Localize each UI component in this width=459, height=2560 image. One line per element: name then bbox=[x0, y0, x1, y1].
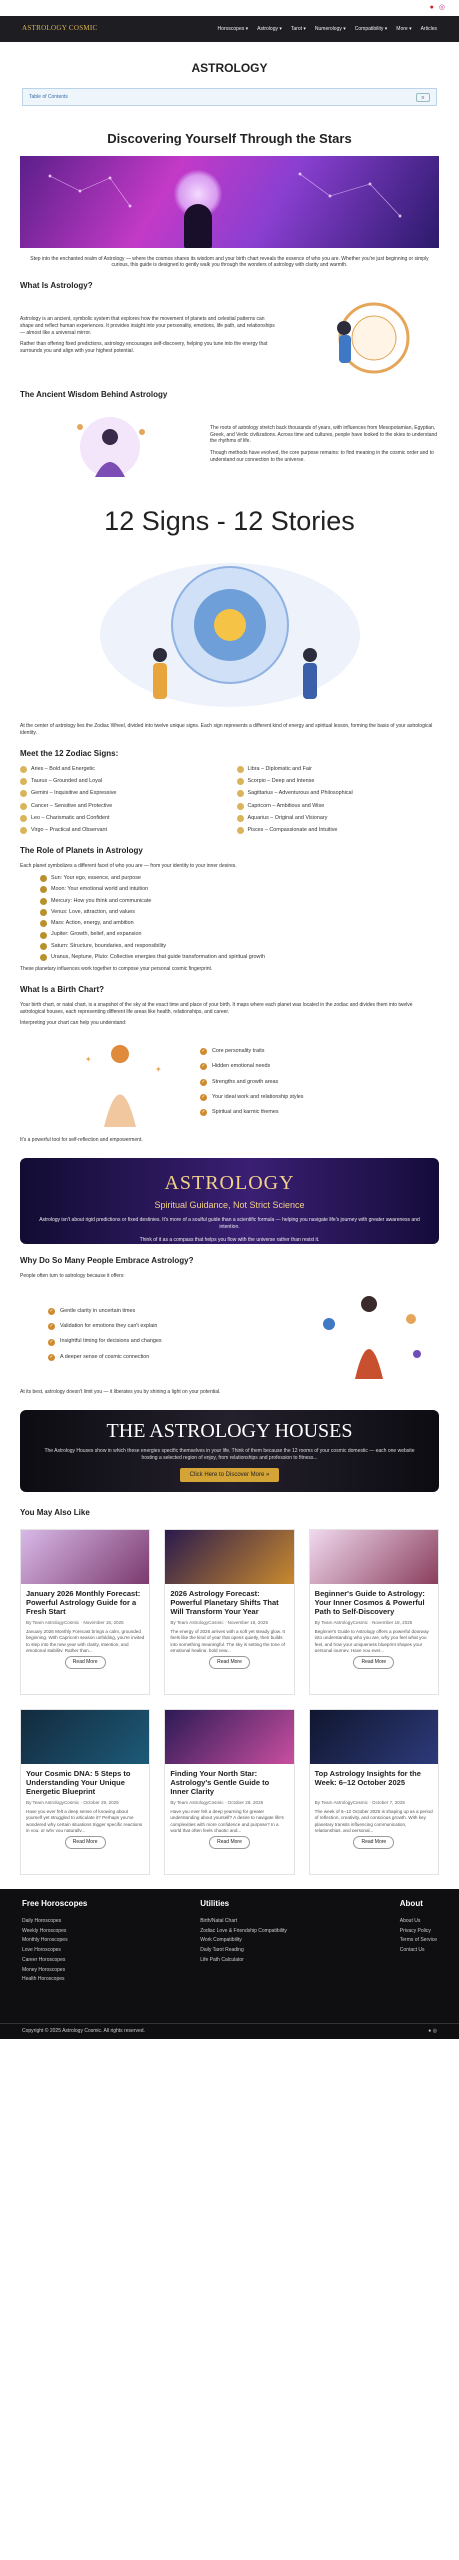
section-heading-what-is-astrology: What Is Astrology? bbox=[20, 281, 93, 291]
post-excerpt: Have you ever felt a deep sense of knowing about yourself yet struggled to articulate it? Perhaps you've wondered why certain situations trigger specific reactions in you, or why you naturally... bbox=[26, 1809, 143, 1833]
post-byline: By Team AstrologyCosmic · November 18, 2025 bbox=[170, 1620, 269, 1625]
footer-link[interactable]: Contact Us bbox=[399, 1947, 425, 1954]
moon-icon bbox=[40, 886, 47, 893]
why-section bbox=[48, 1284, 439, 1384]
man-planets-illustration bbox=[299, 1284, 439, 1384]
cancer-icon bbox=[20, 803, 27, 810]
post-byline: By Team AstrologyCosmic · October 7, 2025 bbox=[314, 1800, 405, 1805]
discover-more-button[interactable]: Click Here to Discover More » bbox=[180, 1468, 280, 1482]
list-item: ✓ Core personality traits bbox=[201, 1047, 265, 1055]
svg-text:✦: ✦ bbox=[155, 1065, 162, 1075]
nav-item-astrology[interactable]: Astrology ▾ bbox=[257, 25, 282, 32]
check-icon: ✓ bbox=[49, 1338, 54, 1345]
copyright-bar bbox=[0, 2023, 459, 2039]
footer-link[interactable]: Zodiac Love & Friendship Compatibility bbox=[200, 1927, 287, 1934]
related-post-card[interactable] bbox=[20, 1709, 150, 1875]
check-icon: ✓ bbox=[49, 1353, 54, 1360]
banner-text-2: Think of it as a compass that helps you flow with the universe rather than resist it. bbox=[139, 1236, 320, 1243]
post-title[interactable]: January 2026 Monthly Forecast: Powerful Astrology Guide for a Fresh Start bbox=[26, 1589, 141, 1616]
post-byline: By Team AstrologyCosmic · November 18, 2025 bbox=[26, 1620, 124, 1625]
read-more-button[interactable]: Read More bbox=[65, 1656, 106, 1669]
footer-heading: About bbox=[399, 1899, 423, 1908]
birth-chart-checklist bbox=[200, 1040, 439, 1124]
social-bar bbox=[0, 0, 459, 16]
birth-outro: It's a powerful tool for self-reflection and empowerment. bbox=[20, 1137, 143, 1144]
list-item: ✓ Hidden emotional needs bbox=[201, 1063, 271, 1070]
planet-list bbox=[20, 875, 439, 961]
post-title[interactable]: Top Astrology Insights for the Week: 6–12 October 2025 bbox=[314, 1769, 421, 1787]
what-paragraph-2: Rather than offering fixed predictions, astrology encourages self-discovery, helping you tune into the energy that surrounds you and align with your highest potential. bbox=[20, 341, 268, 355]
list-item: Aries – Bold and Energetic bbox=[20, 766, 223, 773]
houses-text: The Astrology Houses show in which these energies specific themselves in your life. Think of them because the 12 rooms of your cosmic domestic — each one website hosting a selected region of enjoy, from relationships and profession to fitness... bbox=[44, 1448, 415, 1461]
pisces-icon bbox=[237, 827, 244, 834]
list-item: Virgo – Practical and Observant bbox=[20, 827, 223, 834]
footer-link[interactable]: Privacy Policy bbox=[399, 1927, 431, 1934]
ancient-paragraph-1: The roots of astrology stretch back thousands of years, with influences from Mesopotamian, Egyptian, Greek, and Vedic civilizations. Across time and cultures, people have looked to the skies to understand the rhythms of life. bbox=[210, 424, 438, 445]
page-title: ASTROLOGY bbox=[191, 61, 268, 75]
read-more-button[interactable]: Read More bbox=[209, 1836, 250, 1849]
planets-outro: These planetary influences work together to compose your personal cosmic fingerprint. bbox=[20, 966, 213, 973]
zodiac-wheel-illustration bbox=[289, 298, 439, 378]
saturn-icon bbox=[40, 943, 47, 950]
list-item: Saturn: Structure, boundaries, and responsibility bbox=[40, 943, 439, 950]
main-nav bbox=[0, 16, 459, 42]
footer-col-utilities bbox=[200, 1899, 287, 1986]
post-excerpt: The energy of 2026 arrives with a soft yet steady glow. It feels like the kind of year that opens quietly, then builds into something meaningful. The sky is setting the tone of emotional healing, bold new... bbox=[170, 1629, 285, 1653]
list-item: ✓ Gentle clarity in uncertain times bbox=[49, 1307, 136, 1314]
scorpio-icon bbox=[237, 778, 244, 785]
birth-chart-section bbox=[60, 1032, 439, 1132]
section-heading-planets: The Role of Planets in Astrology bbox=[20, 846, 143, 856]
check-icon: ✓ bbox=[49, 1323, 54, 1330]
related-post-card[interactable] bbox=[20, 1529, 150, 1695]
list-item: ✓ Insightful timing for decisions and changes bbox=[49, 1338, 162, 1345]
svg-text:✦: ✦ bbox=[85, 1055, 92, 1065]
footer-col-horoscopes bbox=[22, 1899, 87, 1986]
copyright-text: Copyright © 2025 Astrology Cosmic. All rights reserved. bbox=[22, 2028, 145, 2035]
what-section bbox=[20, 298, 439, 378]
gemini-icon bbox=[20, 790, 27, 797]
venus-icon bbox=[40, 909, 47, 916]
astrology-houses-banner bbox=[20, 1410, 439, 1492]
related-post-card[interactable] bbox=[164, 1709, 294, 1875]
footer-link[interactable]: Daily Tarot Reading bbox=[200, 1947, 244, 1954]
what-paragraph-1: Astrology is an ancient, symbolic system that explores how the movement of planets and celestial patterns can shape and reflect human experiences. It provides insight into your personality, emotions, life path, and relationships — almost like a universal mirror. bbox=[20, 316, 275, 336]
aquarius-icon bbox=[237, 815, 244, 822]
list-item: Leo – Charismatic and Confident bbox=[20, 815, 223, 822]
nav-item-tarot[interactable]: Tarot ▾ bbox=[290, 25, 306, 32]
footer-link[interactable]: Weekly Horoscopes bbox=[22, 1927, 67, 1934]
toc-label: Table of Contents bbox=[29, 93, 68, 100]
hero-heading: Discovering Yourself Through the Stars bbox=[107, 131, 352, 147]
footer-link[interactable]: Birth/Natal Chart bbox=[200, 1917, 238, 1924]
taurus-icon bbox=[20, 778, 27, 785]
post-title[interactable]: Finding Your North Star: Astrology's Gentle Guide to Inner Clarity bbox=[170, 1769, 270, 1796]
related-post-card[interactable] bbox=[309, 1709, 439, 1875]
why-intro: People often turn to astrology because it offers: bbox=[20, 1272, 125, 1279]
nav-item-horoscopes[interactable]: Horoscopes ▾ bbox=[217, 25, 249, 32]
post-byline: By Team AstrologyCosmic · October 28, 2025 bbox=[170, 1800, 264, 1805]
banner-subtitle: Spiritual Guidance, Not Strict Science bbox=[154, 1199, 305, 1210]
sagittarius-icon bbox=[237, 790, 244, 797]
read-more-button[interactable]: Read More bbox=[353, 1836, 394, 1849]
astrologer-illustration bbox=[20, 407, 200, 487]
constellation-graphic bbox=[20, 156, 439, 248]
post-thumbnail[interactable] bbox=[310, 1530, 438, 1584]
post-thumbnail[interactable] bbox=[21, 1710, 149, 1764]
post-byline: By Team AstrologyCosmic · October 29, 2025 bbox=[26, 1800, 119, 1805]
capricorn-icon bbox=[237, 803, 244, 810]
meditating-figure bbox=[184, 204, 212, 248]
footer-link[interactable]: Terms of Service bbox=[399, 1937, 437, 1944]
toc-toggle-button[interactable]: ≡ bbox=[416, 93, 430, 102]
birth-paragraph-1: Your birth chart, or natal chart, is a snapshot of the sky at the exact time and place of your birth. It maps where each planet was located in the zodiac and divides them into twelve astrological houses, each representing different life areas like health, relationships, and career. bbox=[20, 1001, 413, 1015]
nav-item-numerology[interactable]: Numerology ▾ bbox=[314, 25, 346, 32]
signs-stories-title: 12 Signs - 12 Stories bbox=[104, 505, 355, 536]
nav-item-articles[interactable]: Articles bbox=[420, 25, 437, 32]
read-more-button[interactable]: Read More bbox=[65, 1836, 106, 1849]
list-item: Moon: Your emotional world and intuition bbox=[40, 886, 439, 893]
site-footer bbox=[0, 1889, 459, 2039]
list-item: Uranus, Neptune, Pluto: Collective energies that guide transformation and spiritual growth bbox=[40, 954, 439, 961]
hero-banner-image bbox=[20, 156, 439, 248]
pinterest-icon[interactable]: ● bbox=[429, 4, 434, 12]
jupiter-icon bbox=[40, 932, 47, 939]
outer-planets-icon bbox=[40, 954, 47, 961]
aries-icon bbox=[20, 766, 27, 773]
section-heading-related: You May Also Like bbox=[20, 1508, 90, 1518]
list-item: ✓ Spiritual and karmic themes bbox=[201, 1109, 279, 1116]
banner-text: Astrology isn't about rigid predictions or fixed destinies. It's more of a soulful guide than a scientific formula — helping you navigate life's journey with greater awareness and intention. bbox=[39, 1217, 420, 1230]
post-excerpt: Have you ever felt a deep yearning for greater understanding about yourself? A desire to navigate life's complexities with more confidence and purpose? In a world that often feels chaotic and... bbox=[170, 1809, 284, 1833]
post-title[interactable]: Beginner's Guide to Astrology: Your Inner Cosmos & Powerful Path to Self-Discovery bbox=[314, 1589, 425, 1616]
woman-stars-illustration bbox=[60, 1032, 190, 1132]
ancient-paragraph-2: Though methods have evolved, the core purpose remains: to find meaning in the cosmic order and to understand our connection to the universe. bbox=[210, 450, 434, 463]
footer-col-about bbox=[400, 1899, 437, 1986]
list-item: Sun: Your ego, essence, and purpose bbox=[40, 875, 439, 882]
banner-title: ASTROLOGY bbox=[164, 1171, 295, 1194]
related-posts-grid bbox=[20, 1529, 439, 1875]
spiritual-guidance-banner bbox=[20, 1158, 439, 1244]
signs-caption: At the center of astrology lies the Zodiac Wheel, divided into twelve unique signs. Each sign represents a different kind of energy and spiritual lesson, forming the basis of your astrological identity. bbox=[20, 723, 433, 737]
list-item: ✓ Validation for emotions they can't explain bbox=[49, 1323, 158, 1330]
check-icon: ✓ bbox=[201, 1078, 206, 1085]
section-heading-ancient-wisdom: The Ancient Wisdom Behind Astrology bbox=[20, 390, 168, 400]
list-item: Mars: Action, energy, and ambition bbox=[40, 920, 439, 927]
footer-heading: Utilities bbox=[200, 1899, 230, 1908]
hero-intro: Step into the enchanted realm of Astrology — where the cosmos shares its wisdom and your birth chart reveals the essence of who you are. Whether you're just beginning or simply curious, this guide is designed to gently walk you through the wonders of astrology with clarity and warmth. bbox=[30, 255, 429, 269]
post-thumbnail[interactable] bbox=[165, 1710, 293, 1764]
post-thumbnail[interactable] bbox=[165, 1530, 293, 1584]
check-icon: ✓ bbox=[201, 1063, 206, 1070]
list-item: Venus: Love, attraction, and values bbox=[40, 909, 439, 916]
footer-heading: Free Horoscopes bbox=[22, 1899, 88, 1908]
footer-link[interactable]: Career Horoscopes bbox=[22, 1956, 66, 1963]
post-excerpt: January 2026 Monthly Forecast brings a calm, grounded beginning. With Capricorn season unfolding, you're invited to step into the new year with clarity, intention, and emotional stability. Rather than... bbox=[26, 1629, 145, 1653]
ancient-section bbox=[20, 407, 439, 487]
site-logo[interactable]: ASTROLOGY COSMIC bbox=[22, 24, 98, 33]
birth-paragraph-2: Interpreting your chart can help you understand: bbox=[20, 1020, 127, 1027]
list-item: Aquarius – Original and Visionary bbox=[237, 815, 440, 822]
mercury-icon bbox=[40, 898, 47, 905]
footer-link[interactable]: Work Compatibility bbox=[200, 1937, 242, 1944]
post-thumbnail[interactable] bbox=[21, 1530, 149, 1584]
read-more-button[interactable]: Read More bbox=[209, 1656, 250, 1669]
nav-item-more[interactable]: More ▾ bbox=[396, 25, 412, 32]
why-outro: At its best, astrology doesn't limit you — it liberates you by shining a light on your potential. bbox=[20, 1389, 221, 1396]
post-excerpt: The week of 6–12 October 2025 is shaping up as a period of reflection, creativity, and conscious growth. With key planetary transits influencing communication, relationships, and personal... bbox=[314, 1809, 433, 1833]
virgo-icon bbox=[20, 827, 27, 834]
check-icon: ✓ bbox=[49, 1308, 54, 1314]
list-item: Libra – Diplomatic and Fair bbox=[237, 766, 440, 773]
leo-icon bbox=[20, 815, 27, 822]
post-thumbnail[interactable] bbox=[310, 1710, 438, 1764]
libra-icon bbox=[237, 766, 244, 773]
footer-social-icons bbox=[428, 2028, 437, 2035]
planets-intro: Each planet symbolizes a different facet of who you are — from your identity to your inner desires. bbox=[20, 863, 237, 870]
instagram-icon[interactable]: ◎ bbox=[432, 2028, 437, 2035]
zodiac-wheel-people-illustration bbox=[20, 545, 439, 715]
list-item: Mercury: How you think and communicate bbox=[40, 898, 439, 905]
footer-link[interactable]: Life Path Calculator bbox=[200, 1956, 244, 1963]
list-item: Gemini – Inquisitive and Expressive bbox=[20, 790, 223, 797]
list-item: ✓ A deeper sense of cosmic connection bbox=[49, 1353, 150, 1360]
nav-item-compatibility[interactable]: Compatibility ▾ bbox=[354, 25, 388, 32]
related-post-card[interactable] bbox=[309, 1529, 439, 1695]
read-more-button[interactable]: Read More bbox=[353, 1656, 394, 1669]
footer-link[interactable]: About Us bbox=[399, 1917, 421, 1924]
section-heading-why: Why Do So Many People Embrace Astrology? bbox=[20, 1255, 194, 1265]
list-item: ✓ Strengths and growth areas bbox=[201, 1078, 279, 1085]
post-byline: By Team AstrologyCosmic · November 18, 2025 bbox=[314, 1620, 413, 1625]
list-item: Taurus – Grounded and Loyal bbox=[20, 778, 223, 785]
list-item: Capricorn – Ambitious and Wise bbox=[237, 803, 440, 810]
mars-icon bbox=[40, 920, 47, 927]
list-item: Scorpio – Deep and Intense bbox=[237, 778, 440, 785]
nav-menu bbox=[218, 26, 437, 33]
pinterest-icon[interactable]: ● bbox=[428, 2028, 432, 2035]
sun-icon bbox=[40, 875, 47, 882]
list-item: Sagittarius – Adventurous and Philosophical bbox=[237, 790, 440, 797]
footer-link[interactable]: Love Horoscopes bbox=[22, 1947, 61, 1954]
footer-link[interactable]: Daily Horoscopes bbox=[22, 1917, 62, 1924]
table-of-contents[interactable] bbox=[22, 88, 437, 106]
check-icon: ✓ bbox=[201, 1093, 206, 1100]
list-item: Cancer – Sensitive and Protective bbox=[20, 803, 223, 810]
post-title[interactable]: Your Cosmic DNA: 5 Steps to Understanding Your Unique Energetic Blueprint bbox=[26, 1769, 131, 1796]
section-heading-birth-chart: What Is a Birth Chart? bbox=[20, 985, 105, 995]
post-excerpt: Beginner's Guide to Astrology offers a powerful doorway into understanding who you are, why you feel what you feel, and how your uniqueness blueprint shapes your personal journey. Have you ever... bbox=[314, 1629, 429, 1653]
footer-link[interactable]: Health Horoscopes bbox=[22, 1976, 65, 1983]
section-heading-zodiac-signs: Meet the 12 Zodiac Signs: bbox=[20, 748, 119, 758]
instagram-icon[interactable]: ◎ bbox=[438, 4, 445, 12]
check-icon: ✓ bbox=[201, 1109, 206, 1116]
related-post-card[interactable] bbox=[164, 1529, 294, 1695]
list-item: ✓ Your ideal work and relationship styles bbox=[201, 1093, 304, 1100]
houses-title: THE ASTROLOGY HOUSES bbox=[106, 1420, 353, 1443]
list-item: Jupiter: Growth, belief, and expansion bbox=[40, 931, 439, 938]
list-item: Pisces – Compassionate and Intuitive bbox=[237, 827, 440, 834]
footer-link[interactable]: Money Horoscopes bbox=[22, 1966, 66, 1973]
post-title[interactable]: 2026 Astrology Forecast: Powerful Planetary Shifts That Will Transform Your Year bbox=[170, 1589, 279, 1616]
footer-link[interactable]: Monthly Horoscopes bbox=[22, 1937, 68, 1944]
zodiac-sign-list bbox=[20, 766, 439, 835]
check-icon: ✓ bbox=[201, 1048, 206, 1055]
why-checklist bbox=[48, 1300, 289, 1369]
